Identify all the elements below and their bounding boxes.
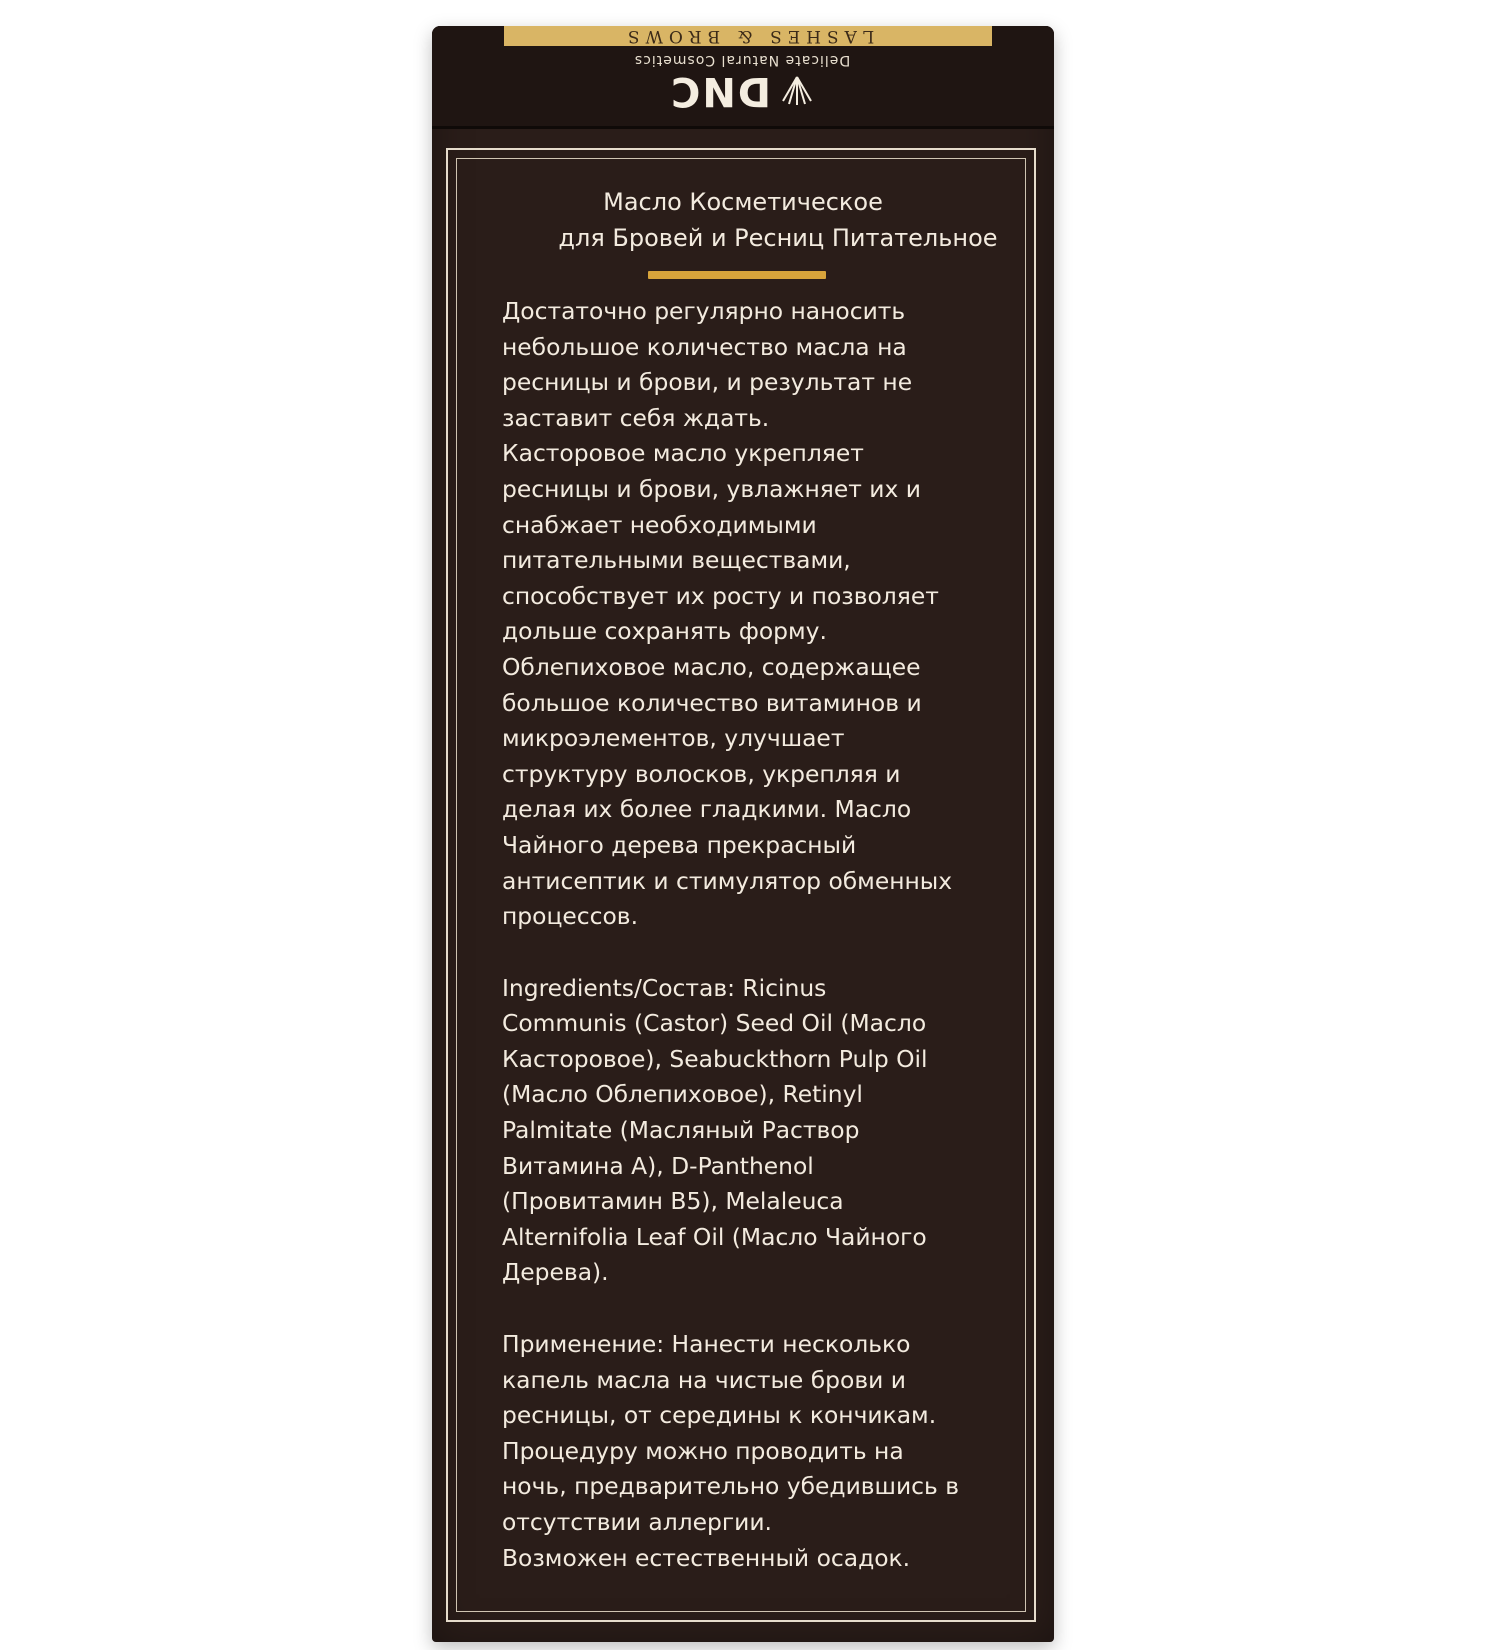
- product-title: [432, 184, 1054, 256]
- brand-tagline: Delicate Natural Cosmetics: [633, 52, 851, 68]
- ingredients-paragraph: Ingredients/Состав: Ricinus Communis (Castor) Seed Oil (Масло Касторовое), Seabuckthorn Pulp Oil (Масло Облепиховое), Retinyl Palmitate (Масляный Раствор Витамина А), D-Panthenol (Провитамин B5), Melaleuca Alternifolia Leaf Oil (Масло Чайного Дерева).: [502, 973, 928, 1287]
- product-box: [432, 26, 1054, 1642]
- gold-divider: [648, 271, 826, 279]
- lid-label-band: [504, 26, 992, 46]
- brand-name: DNC: [668, 68, 772, 114]
- brand-fan-icon: [779, 73, 815, 109]
- usage-paragraph: Применение: Нанести несколько капель масла на чистые брови и ресницы, от середины к кончикам. Процедуру можно проводить на ночь, предварительно убедившись в отсутствии аллергии. Возможен естественный осадок.: [502, 1330, 960, 1572]
- box-lid: [432, 26, 1054, 129]
- product-title-line2: для Бровей и Ресниц Питательное: [558, 224, 998, 252]
- description-paragraph: Достаточно регулярно наносить небольшое количество масла на ресницы и брови, и результат не заставит себя ждать. Касторовое масло укрепляет ресницы и брови, увлажняет их и снабжает необходимыми питательными веществами, способствует их росту и позволяет дольше сохранять форму. Облепиховое масло, содержащее большое количество витаминов и микроэлементов, улучшает структуру волосков, укрепляя и делая их более гладкими. Масло Чайного дерева прекрасный антисептик и стимулятор обменных процессов.: [502, 297, 953, 931]
- brand-logo-group: [582, 50, 902, 114]
- lid-label-text: LASHES & BROWS: [621, 26, 875, 46]
- product-title-line1: Масло Косметическое: [603, 188, 883, 216]
- product-description-block: [502, 294, 1022, 1576]
